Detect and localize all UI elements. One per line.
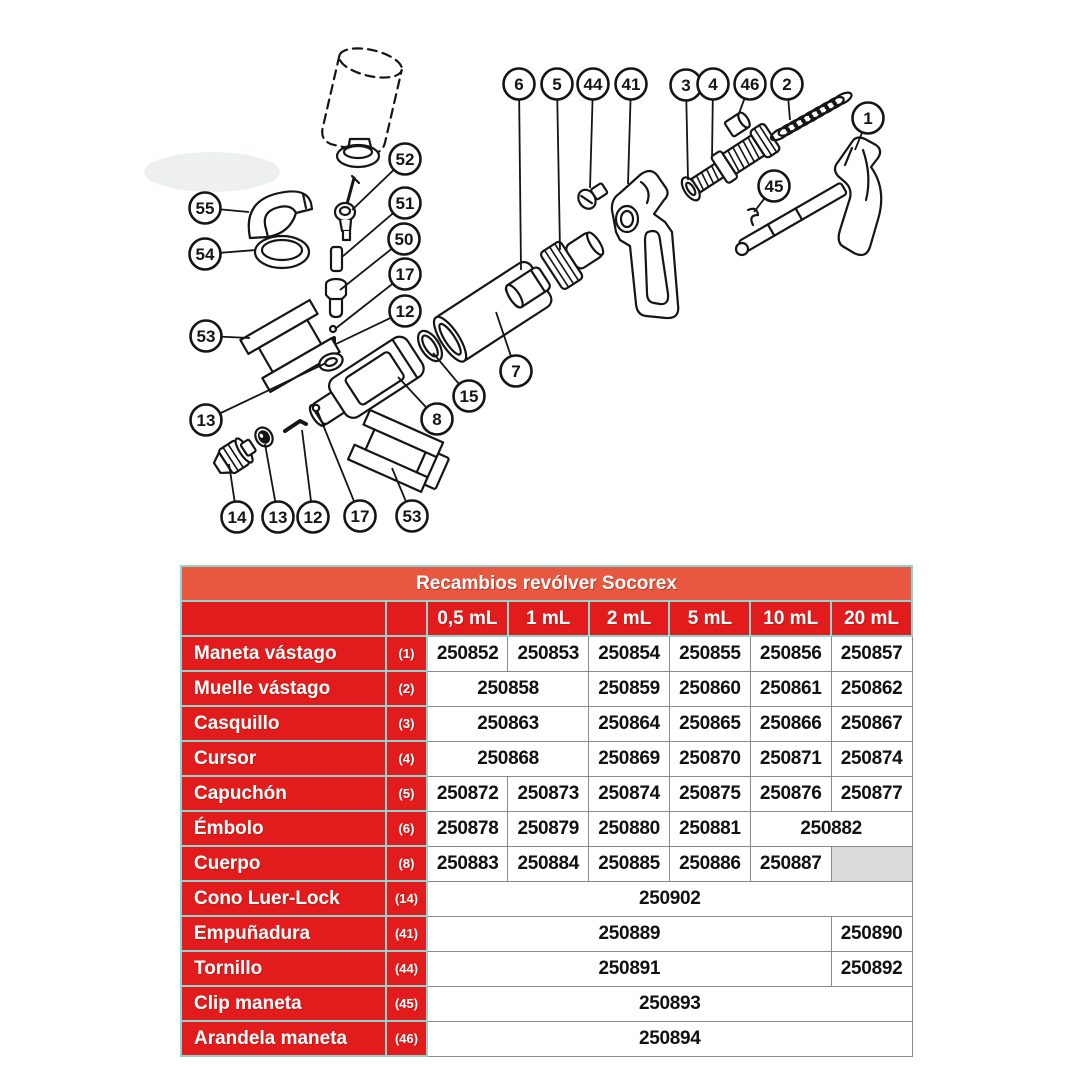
callout-45 <box>759 171 790 202</box>
header-spacer-name <box>181 601 386 636</box>
svg-text:13: 13 <box>196 411 216 430</box>
svg-text:15: 15 <box>459 387 479 406</box>
part-45-clip-maneta <box>748 209 758 225</box>
part-number-cell: 250892 <box>831 951 912 986</box>
svg-text:2: 2 <box>782 75 792 94</box>
column-header: 0,5 mL <box>427 601 508 636</box>
part-number-cell: 250871 <box>750 741 831 776</box>
svg-text:13: 13 <box>268 508 288 527</box>
callout-8 <box>422 404 453 435</box>
callout-5 <box>542 69 573 100</box>
table-row <box>181 881 912 916</box>
part-name: Émbolo <box>181 811 386 846</box>
part-number-cell: 250885 <box>589 846 670 881</box>
part-41-empunadura <box>612 171 678 318</box>
callout-53 <box>397 501 428 532</box>
callout-13 <box>263 502 294 533</box>
part-ref: (4) <box>386 741 427 776</box>
column-header: 20 mL <box>831 601 912 636</box>
part-44-tornillo <box>575 179 610 212</box>
part-17-ball-lower <box>313 405 319 411</box>
callout-13 <box>191 405 222 436</box>
svg-text:51: 51 <box>395 194 415 213</box>
part-12-pin-lower <box>285 421 306 431</box>
callout-44 <box>578 69 609 100</box>
part-reagent-bottle <box>320 43 405 167</box>
part-ref: (46) <box>386 1021 427 1056</box>
part-number-cell: 250893 <box>427 986 912 1021</box>
svg-text:50: 50 <box>394 230 414 249</box>
part-number-cell: 250869 <box>589 741 670 776</box>
part-54-ring <box>255 236 309 268</box>
part-number-cell: 250863 <box>427 706 589 741</box>
part-number-cell: 250877 <box>831 776 912 811</box>
callout-12 <box>390 296 421 327</box>
part-number-cell: 250881 <box>669 811 750 846</box>
part-name: Muelle vástago <box>181 671 386 706</box>
table-row <box>181 671 912 706</box>
part-number-cell: 250853 <box>508 636 589 671</box>
part-number-cell: 250858 <box>427 671 589 706</box>
part-name: Capuchón <box>181 776 386 811</box>
callout-50 <box>389 224 420 255</box>
part-name: Cono Luer-Lock <box>181 881 386 916</box>
svg-text:3: 3 <box>681 76 691 95</box>
part-number-cell: 250891 <box>427 951 831 986</box>
callout-51 <box>390 188 421 219</box>
svg-text:1: 1 <box>863 109 873 128</box>
table-row <box>181 1021 912 1056</box>
callout-1 <box>853 103 884 134</box>
svg-text:14: 14 <box>227 508 247 527</box>
svg-text:55: 55 <box>195 199 215 218</box>
part-53-bracket-upper <box>240 300 339 392</box>
part-number-cell: 250878 <box>427 811 508 846</box>
callout-17 <box>390 259 421 290</box>
part-number-cell: 250883 <box>427 846 508 881</box>
part-number-cell: 250882 <box>750 811 912 846</box>
part-number-cell: 250870 <box>669 741 750 776</box>
part-number-cell: 250894 <box>427 1021 912 1056</box>
part-ref: (6) <box>386 811 427 846</box>
part-number-cell: 250874 <box>831 741 912 776</box>
part-ref: (3) <box>386 706 427 741</box>
part-number-cell: 250875 <box>669 776 750 811</box>
svg-text:7: 7 <box>511 362 521 381</box>
callout-leader-line <box>557 84 560 250</box>
callout-53 <box>191 321 222 352</box>
part-13-washer-lower <box>252 424 276 449</box>
part-50-valve-body <box>326 279 346 317</box>
part-name: Empuñadura <box>181 916 386 951</box>
table-row <box>181 706 912 741</box>
table-header-row <box>181 601 912 636</box>
part-number-cell: 250874 <box>589 776 670 811</box>
table-title: Recambios revólver Socorex <box>181 566 912 601</box>
part-number-cell: 250879 <box>508 811 589 846</box>
part-number-cell: 250854 <box>589 636 670 671</box>
part-number-cell: 250856 <box>750 636 831 671</box>
svg-text:45: 45 <box>764 177 784 196</box>
part-number-cell: 250857 <box>831 636 912 671</box>
part-number-cell: 250867 <box>831 706 912 741</box>
callout-55 <box>190 193 221 224</box>
part-number-cell: 250868 <box>427 741 589 776</box>
svg-text:17: 17 <box>395 265 415 284</box>
part-51-tube <box>331 247 342 271</box>
callout-14 <box>222 502 253 533</box>
svg-text:44: 44 <box>583 75 603 94</box>
part-name: Clip maneta <box>181 986 386 1021</box>
part-ref: (41) <box>386 916 427 951</box>
callout-52 <box>390 144 421 175</box>
part-name: Maneta vástago <box>181 636 386 671</box>
svg-text:54: 54 <box>195 245 215 264</box>
part-number-cell: 250873 <box>508 776 589 811</box>
part-number-cell <box>831 846 912 881</box>
part-ref: (2) <box>386 671 427 706</box>
table-row <box>181 811 912 846</box>
header-spacer-ref <box>386 601 427 636</box>
part-52-lever-valve <box>335 176 359 240</box>
part-number-cell: 250880 <box>589 811 670 846</box>
column-header: 5 mL <box>669 601 750 636</box>
part-number-cell: 250866 <box>750 706 831 741</box>
callout-15 <box>454 381 485 412</box>
table-row <box>181 636 912 671</box>
part-number-cell: 250890 <box>831 916 912 951</box>
part-ref: (44) <box>386 951 427 986</box>
callout-leader-line <box>519 84 521 270</box>
svg-text:4: 4 <box>708 75 718 94</box>
part-number-cell: 250861 <box>750 671 831 706</box>
part-number-cell: 250887 <box>750 846 831 881</box>
part-number-cell: 250884 <box>508 846 589 881</box>
table-row <box>181 846 912 881</box>
column-header: 2 mL <box>589 601 670 636</box>
table-row <box>181 566 912 601</box>
callout-leader-line <box>317 410 360 516</box>
callout-leader-line <box>206 363 326 420</box>
scan-smudge <box>144 152 280 192</box>
svg-text:41: 41 <box>621 75 641 94</box>
svg-text:46: 46 <box>740 75 760 94</box>
part-name: Tornillo <box>181 951 386 986</box>
svg-text:53: 53 <box>402 507 422 526</box>
part-number-cell: 250860 <box>669 671 750 706</box>
part-name: Cuerpo <box>181 846 386 881</box>
callout-7 <box>501 356 532 387</box>
part-ref: (1) <box>386 636 427 671</box>
svg-text:6: 6 <box>514 75 524 94</box>
part-number-cell: 250865 <box>669 706 750 741</box>
part-5-capuchon <box>540 223 611 291</box>
svg-text:12: 12 <box>395 302 415 321</box>
part-ref: (45) <box>386 986 427 1021</box>
part-number-cell: 250872 <box>427 776 508 811</box>
part-14-cono-luer-lock <box>210 433 260 479</box>
part-number-cell: 250859 <box>589 671 670 706</box>
svg-text:52: 52 <box>395 150 415 169</box>
table-row <box>181 741 912 776</box>
part-55-clamp <box>249 191 312 238</box>
table-row <box>181 916 912 951</box>
parts-table <box>180 565 913 1057</box>
part-number-cell: 250862 <box>831 671 912 706</box>
svg-text:53: 53 <box>196 327 216 346</box>
part-number-cell: 250864 <box>589 706 670 741</box>
part-number-cell: 250902 <box>427 881 912 916</box>
part-name: Casquillo <box>181 706 386 741</box>
part-name: Arandela maneta <box>181 1021 386 1056</box>
parts-table-container <box>180 565 913 1057</box>
table-row <box>181 776 912 811</box>
table-row <box>181 951 912 986</box>
svg-text:17: 17 <box>350 507 370 526</box>
part-ref: (8) <box>386 846 427 881</box>
column-header: 1 mL <box>508 601 589 636</box>
part-name: Cursor <box>181 741 386 776</box>
callout-17 <box>345 501 376 532</box>
callout-2 <box>772 69 803 100</box>
part-number-cell: 250855 <box>669 636 750 671</box>
part-number-cell: 250886 <box>669 846 750 881</box>
callout-4 <box>698 69 729 100</box>
svg-text:12: 12 <box>303 508 323 527</box>
part-number-cell: 250852 <box>427 636 508 671</box>
part-number-cell: 250889 <box>427 916 831 951</box>
callout-12 <box>298 502 329 533</box>
callout-54 <box>190 239 221 270</box>
table-row <box>181 986 912 1021</box>
part-ref: (14) <box>386 881 427 916</box>
callout-46 <box>735 69 766 100</box>
part-ref: (5) <box>386 776 427 811</box>
part-number-cell: 250876 <box>750 776 831 811</box>
svg-text:5: 5 <box>552 75 562 94</box>
callout-41 <box>616 69 647 100</box>
column-header: 10 mL <box>750 601 831 636</box>
svg-text:8: 8 <box>432 410 442 429</box>
callout-6 <box>504 69 535 100</box>
